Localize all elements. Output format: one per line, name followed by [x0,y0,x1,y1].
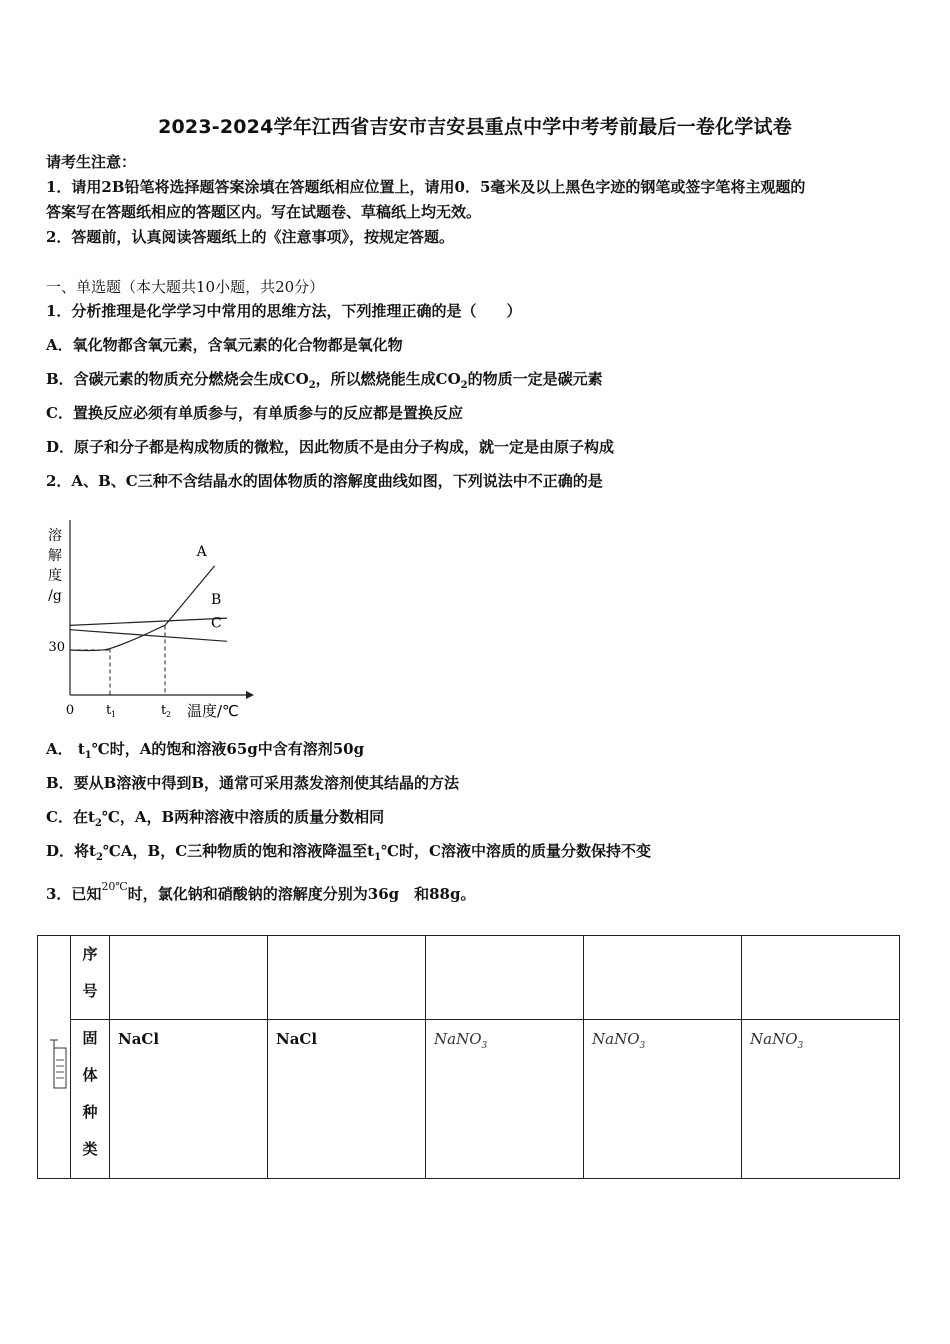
q2-option-b: B．要从B溶液中得到B，通常可采用蒸发溶剂使其结晶的方法 [46,774,460,792]
series-label-c: C [211,615,222,632]
table-row [38,936,900,1020]
y-axis-label-char: 解 [48,548,62,564]
notice-item-1-line-2: 答案写在答题纸相应的答题区内。写在试题卷、草稿纸上均无效。 [46,203,482,221]
series-label-a: A [196,543,207,560]
q3-temp: 20℃ [101,880,128,893]
solid-label: NaCl [276,1030,318,1048]
beaker-icon [38,1000,70,1110]
y-axis-label [48,527,62,604]
notice-heading: 请考生注意： [46,153,137,171]
x-axis-label: 温度/℃ [187,702,239,720]
x-tick-subscript: 1 [111,710,117,719]
q2-option-c: C．在$t_2℃$，A，B两种溶液中溶质的质量分数相同 [46,808,385,829]
row-label-number: 序 号 [71,936,110,1020]
series-lines [70,544,227,651]
x-tick-label: t [106,703,112,718]
solid-label: NaNO$_3$ [750,1030,804,1051]
y-axis-label-char: 溶 [48,528,62,544]
table-cell [268,1020,426,1179]
q1-stem: 1．分析推理是化学学习中常用的思维方法，下列推理正确的是（ ） [46,302,522,320]
y-axis-label-char: /g [48,588,62,604]
series-line-b [70,618,227,625]
solubility-chart [40,520,255,725]
q2-stem: 2．A、B、C三种不含结晶水的固体物质的溶解度曲线如图，下列说法中不正确的是 [46,472,603,490]
q3-stem: 3．已知$^{20℃}$时，氯化钠和硝酸钠的溶解度分别为36g 和88g。 [46,880,476,903]
q2-option-d: D．将$t_2℃A$，B，C三种物质的饱和溶液降温至$t_1℃$时，C溶液中溶质的质量分数保持不变 [46,842,651,863]
table-cell [584,936,742,1020]
x-tick-subscript: 2 [166,710,172,719]
q2-option-a: A． $t_1℃$时，A的饱和溶液65g中含有溶剂50g [46,740,365,761]
series-label-b: B [211,592,222,609]
series-line-a [70,566,215,651]
notice-item-1-line-1: 1．请用2B铅笔将选择题答案涂填在答题纸相应位置上，请用0．5毫米及以上黑色字迹的钢笔或签字笔将主观题的 [46,178,806,196]
notice-item-2: 2．答题前，认真阅读答题纸上的《注意事项》，按规定答题。 [46,228,454,246]
q3-table [37,935,900,1179]
y-axis-label-char: 度 [48,568,62,584]
table-cell [110,1020,268,1179]
solid-label: NaNO$_3$ [592,1030,646,1051]
solid-label: NaNO$_3$ [434,1030,488,1051]
series-line-c [70,630,227,642]
table-cell [584,1020,742,1179]
table-cell [426,1020,584,1179]
section-heading: 一、单选题（本大题共10小题，共20分） [46,278,325,296]
x-tick-labels [106,703,171,719]
table-cell [268,936,426,1020]
table-row [38,1020,900,1179]
table-cell [742,936,900,1020]
q1-option-d: D．原子和分子都是构成物质的微粒，因此物质不是由分子构成，就一定是由原子构成 [46,438,615,456]
y-tick-30: 30 [48,640,65,655]
table-cell [742,1020,900,1179]
q1-option-c: C．置换反应必须有单质参与，有单质参与的反应都是置换反应 [46,404,463,422]
x-axis-arrow [246,691,254,699]
row-label-solid-type: 固 体 种 类 [71,1020,110,1179]
table-cell [110,936,268,1020]
page-title: 2023-2024学年江西省吉安市吉安县重点中学中考考前最后一卷化学试卷 [158,116,792,138]
beaker-image-cell [38,936,71,1179]
table-cell [426,936,584,1020]
x-tick-label: t [161,703,167,718]
q1-option-a: A．氧化物都含氧元素，含氧元素的化合物都是氧化物 [46,336,403,354]
q1-option-b: B．含碳元素的物质充分燃烧会生成$CO_2$，所以燃烧能生成$CO_2$的物质一定是碳元素 [46,370,603,391]
solid-label: NaCl [118,1030,160,1048]
origin-label: 0 [65,703,75,718]
